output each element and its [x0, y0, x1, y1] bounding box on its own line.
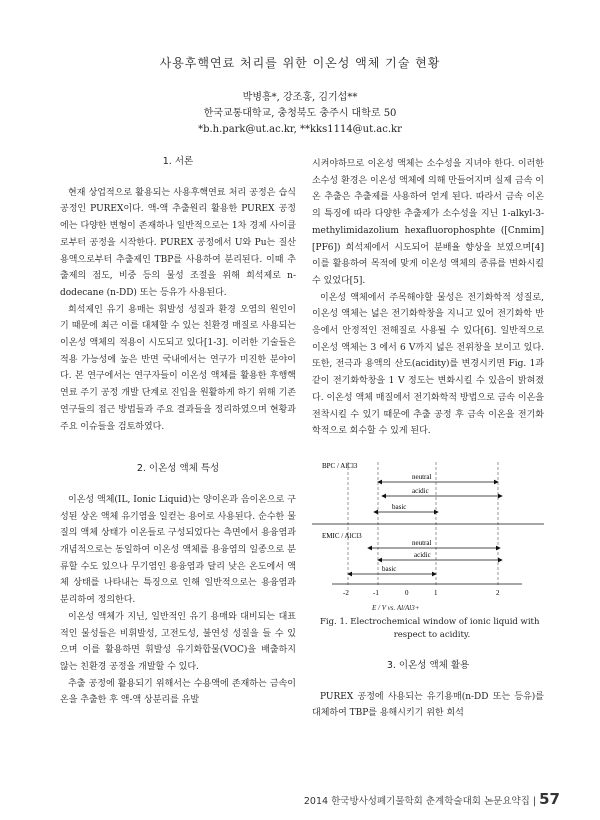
label-neutral-top: neutral	[412, 472, 432, 481]
tick-label-3: 1	[434, 588, 438, 597]
right-column	[312, 156, 544, 722]
paper-title: 사용후핵연료 처리를 위한 이온성 액체 기술 현황	[159, 56, 441, 70]
label-acidic-bottom: acidic	[414, 550, 431, 559]
left-column	[60, 152, 296, 709]
intro-paragraph-2: 희석제인 유기 용매는 휘발성 성질과 환경 오염의 원인이기 때문에 최근 이를 대체할 수 있는 친환경 매질로 사용되는 이온성 액체의 적용이 시도되고 있다[1-3]. 이러한 기술들은 적용 가능성에 높은 반면 국내에서는 연구가 미진한 분야이다. 본 연구에서는 연구자들이 이온성 액체를 활용한 후행핵연료 주기 공정 개발 단계로 진입을 원활하게 하기 위해 기존 연구들의 접근 방법들과 주요 결과들을 정리하였으며 현황과 주요 이슈들을 검토하였다.	[60, 304, 296, 432]
author-names: 박병흥*, 강조홍, 김기섭**	[242, 92, 358, 103]
label-basic-bottom: basic	[382, 564, 397, 573]
label-acidic-top: acidic	[412, 486, 429, 495]
footer-text: 2014 한국방사성폐기물학회 춘계학술대회 논문요약집	[303, 796, 530, 807]
electrochemical-window-diagram	[312, 454, 544, 604]
section-heading-applications: 3. 이온성 액체 활용	[386, 659, 470, 671]
properties-paragraph-1: 이온성 액체(IL, Ionic Liquid)는 양이온과 음이온으로 구성된 상온 액체 유기염을 일컫는 용어로 사용된다. 순수한 물질의 액체 상태가 이온들로 구성되었다는 측면에서 용융염과 개념적으로는 동일하여 이온성 액체를 용융염의 일종으로 분류할 수도 있으나 무기염인 용융염과 달리 낮은 온도에서 액체 상태를 나타내는 특징으로 인해 일반적으로는 용융염과 분리하여 정의한다.	[60, 494, 296, 606]
figure-caption	[312, 616, 544, 642]
applications-paragraph-1: PUREX 공정에 사용되는 유기용매(n-DD 또는 등유)를 대체하여 TBP를 용해시키기 위한 희석	[312, 691, 544, 719]
label-bpc-alcl3: BPC / AlCl3	[322, 461, 358, 470]
page-number: 57	[539, 790, 560, 808]
intro-paragraph-1: 현재 상업적으로 활용되는 사용후핵연료 처리 공정은 습식공정인 PUREX이다. 액-액 추출원리 활용한 PUREX 공정에는 다양한 변형이 존재하나 일반적으로는 1차 경제 사이클로부터 공정을 시작한다. PUREX 공정에서 U와 Pu는 질산 용액으로부터 추출제인 TBP를 사용하여 분리된다. 이때 추출제의 점도, 비중 등의 물성 조절을 위해 희석제로 n-dodecane (n-DD) 또는 등유가 사용된다.	[60, 187, 296, 298]
author-emails: *b.h.park@ut.ac.kr, **kks1114@ut.ac.kr	[198, 124, 402, 135]
author-block	[0, 90, 600, 138]
label-basic-top: basic	[392, 502, 407, 511]
section-heading-introduction: 1. 서론	[162, 156, 194, 167]
continued-paragraph: 시켜야하므로 이온성 액체는 소수성을 지녀야 한다. 이러한 소수성 환경은 이온성 액체에 의해 만들어지며 실제 금속 이온 추출은 추출제를 사용하여 얻게 된다. 따라서 금속 이온의 특징에 따라 다양한 추출제가 소수성을 지닌 1-alkyl-3-methylimidazolium hexafluorophosphte ([Cnmim][PF6]) 희석제에서 시도되어 분배율 향상을 보였으며[4] 이를 활용하여 목적에 맞게 이온성 액체의 종류를 변화시킬 수 있었다[5].	[312, 159, 544, 286]
author-affiliation: 한국교통대학교, 충청북도 충주시 대학로 50	[203, 108, 397, 119]
caption-line-1: Fig. 1. Electrochemical window of ionic liquid with	[320, 616, 540, 627]
label-neutral-bottom: neutral	[412, 538, 432, 547]
caption-line-2: respect to acidity.	[393, 629, 471, 640]
label-emic-alcl3: EMIC / AlCl3	[322, 531, 362, 540]
tick-label-2: 0	[405, 588, 409, 597]
electrochemistry-paragraph: 이온성 액체에서 주목해야할 물성은 전기화학적 성질로, 이온성 액체는 넓은 전기화학창을 지니고 있어 전기화학 반응에서 안정적인 전해질로 사용될 수 있다[6]. 일반적으로 이온성 액체는 3 에서 6 V까지 넓은 전위창을 보이고 있다. 또한, 전극과 용액의 산도(acidity)를 변경시키면 Fig. 1과 같이 전기화학창을 1 V 정도는 변화시킬 수 있음이 밝혀졌다. 이온성 액체 매질에서 전기화학적 방법으로 금속 이온을 전착시킬 수 있기 때문에 추출 공정 후 금속 이온을 전기화학적으로 회수할 수 있게 된다.	[312, 292, 544, 437]
properties-paragraph-3: 추출 공정에 활용되기 위해서는 수용액에 존재하는 금속이온을 추출한 후 액-액 상분리를 유발	[60, 678, 296, 706]
tick-label-0: -2	[343, 588, 349, 597]
section-heading-ionic-liquid-properties: 2. 이온성 액체 특성	[136, 463, 220, 475]
figure-electrochemical-window	[312, 454, 544, 614]
x-axis-label: E / V vs. Al/Al3+	[372, 603, 420, 612]
properties-paragraph-2: 이온성 액체가 지닌, 일반적인 유기 용매와 대비되는 대표적인 물성들은 비휘발성, 고전도성, 불연성 성질을 들 수 있으며 이를 활용하면 휘발성 유기화합물(VOC)을 배출하지 않는 친환경 공정을 개발할 수 있다.	[60, 611, 296, 672]
page-footer: 2014 한국방사성폐기물학회 춘계학술대회 논문요약집 | 57	[303, 790, 560, 808]
tick-label-1: -1	[373, 588, 379, 597]
tick-label-4: 2	[496, 588, 500, 597]
